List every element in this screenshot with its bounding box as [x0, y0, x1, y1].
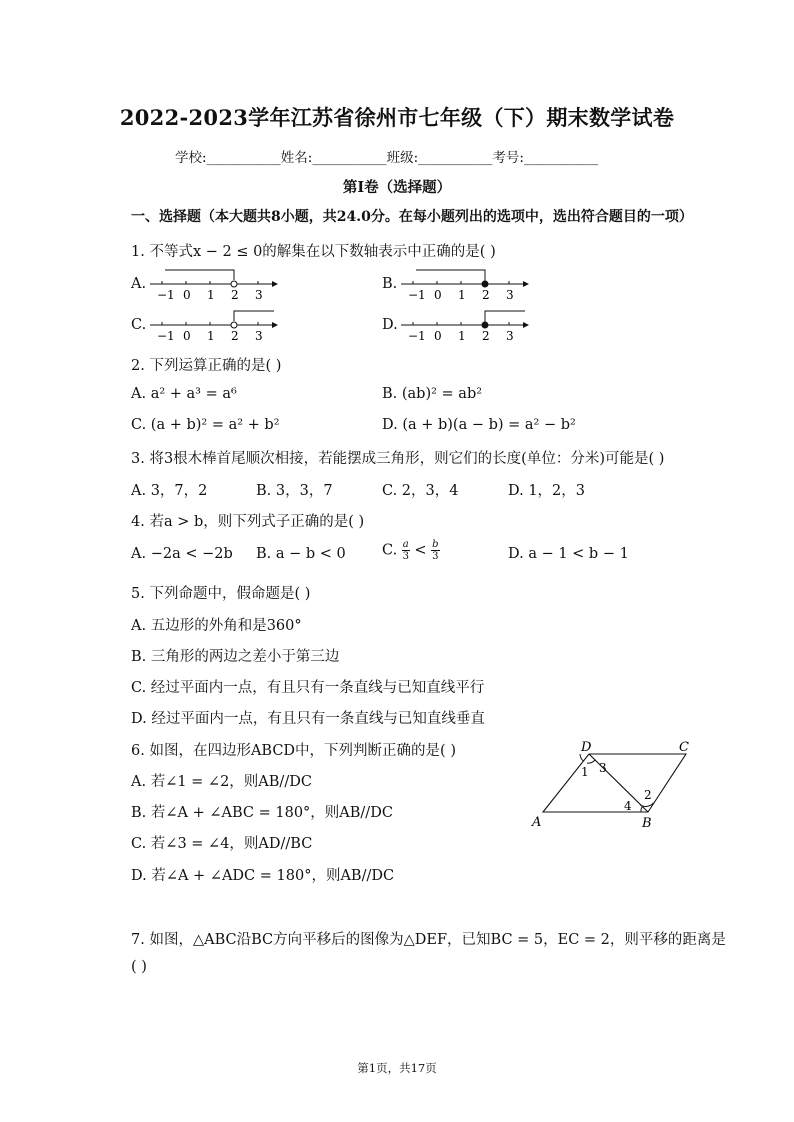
tick-label: 0	[183, 329, 191, 343]
q3-option-d: D. 1，2，3	[508, 483, 586, 499]
q1-option-c-numberline	[148, 307, 278, 343]
less-than-sign: <	[414, 542, 427, 559]
section-title: 第Ⅰ卷（选择题）	[342, 179, 452, 196]
part-heading: 一、选择题（本大题共8小题，共24.0分。在每小题列出的选项中，选出符合题目的一项）	[131, 209, 693, 225]
q1-option-d-label: D.	[382, 317, 398, 333]
q5-option-d: D. 经过平面内一点，有且只有一条直线与已知直线垂直	[131, 711, 485, 727]
q1-option-b-label: B.	[382, 276, 398, 292]
tick-label: 3	[506, 329, 514, 343]
vertex-c-label: C	[679, 740, 689, 755]
tick-label: 1	[207, 288, 215, 302]
tick-label: 3	[255, 288, 263, 302]
q1-option-b-numberline	[399, 266, 529, 302]
q6-stem: 6. 如图，在四边形ABCD中，下列判断正确的是( )	[131, 743, 456, 759]
q4-option-c-label: C.	[382, 542, 398, 559]
q5-stem: 5. 下列命题中，假命题是( )	[131, 586, 311, 602]
page-footer: 第1页，共17页	[357, 1061, 437, 1075]
q3-option-c: C. 2，3，4	[382, 483, 459, 499]
q6-option-a: A. 若∠1 = ∠2，则AB//DC	[131, 774, 312, 790]
tick-label: 3	[255, 329, 263, 343]
tick-label: 3	[506, 288, 514, 302]
q1-option-a-numberline	[148, 266, 278, 302]
tick-label: 0	[434, 288, 442, 302]
q4-option-a: A. −2a < −2b	[131, 546, 233, 562]
angle-2-label: 2	[644, 788, 652, 802]
fraction-a-over-3: $\frac{a}{3}$	[402, 539, 409, 562]
q2-option-d: D. (a + b)(a − b) = a² − b²	[382, 417, 576, 433]
tick-label: 0	[434, 329, 442, 343]
fraction-b-over-3: $\frac{b}{3}$	[432, 539, 439, 562]
student-info-line: 学校:___________姓名:___________班级:___________考号:___________	[175, 150, 599, 166]
angle-1-label: 1	[581, 765, 589, 779]
q6-quadrilateral-figure	[530, 736, 705, 830]
tick-label: 1	[458, 329, 466, 343]
tick-label: −1	[157, 329, 175, 343]
tick-label: −1	[157, 288, 175, 302]
q5-option-b: B. 三角形的两边之差小于第三边	[131, 649, 340, 665]
q2-option-a: A. a² + a³ = a⁶	[131, 386, 237, 402]
vertex-b-label: B	[642, 816, 652, 830]
q6-option-b: B. 若∠A + ∠ABC = 180°，则AB//DC	[131, 805, 393, 821]
angle-3-label: 3	[599, 761, 607, 775]
q7-stem-end: ( )	[131, 959, 147, 975]
tick-label: 2	[482, 288, 490, 302]
q4-option-c	[382, 539, 440, 562]
vertex-d-label: D	[581, 740, 592, 755]
q2-option-b: B. (ab)² = ab²	[382, 386, 483, 402]
q4-option-d: D. a − 1 < b − 1	[508, 546, 629, 562]
q3-option-a: A. 3，7，2	[131, 483, 208, 499]
q1-option-d-numberline	[399, 307, 529, 343]
q3-option-b: B. 3，3，7	[256, 483, 333, 499]
tick-label: 0	[183, 288, 191, 302]
q2-stem: 2. 下列运算正确的是( )	[131, 358, 282, 374]
q2-option-c: C. (a + b)² = a² + b²	[131, 417, 280, 433]
tick-label: 1	[458, 288, 466, 302]
exam-title: 2022-2023学年江苏省徐州市七年级（下）期末数学试卷	[119, 105, 675, 130]
tick-label: 2	[231, 329, 239, 343]
q3-stem: 3. 将3根木棒首尾顺次相接，若能摆成三角形，则它们的长度(单位：分米)可能是( )	[131, 451, 665, 467]
q1-option-c-label: C.	[131, 317, 147, 333]
q1-option-a-label: A.	[131, 276, 147, 292]
q6-option-d: D. 若∠A + ∠ADC = 180°，则AB//DC	[131, 868, 395, 884]
angle-4-label: 4	[624, 799, 632, 813]
q4-stem: 4. 若a > b，则下列式子正确的是( )	[131, 514, 365, 530]
vertex-a-label: A	[532, 815, 542, 830]
q7-stem: 7. 如图，△ABC沿BC方向平移后的图像为△DEF，已知BC = 5，EC = 2，则平移的距离是	[131, 932, 726, 948]
q1-stem: 1. 不等式x − 2 ≤ 0的解集在以下数轴表示中正确的是( )	[131, 244, 496, 260]
q4-option-b: B. a − b < 0	[256, 546, 346, 562]
tick-label: 2	[231, 288, 239, 302]
tick-label: 2	[482, 329, 490, 343]
tick-label: −1	[408, 329, 426, 343]
q5-option-a: A. 五边形的外角和是360°	[131, 618, 302, 634]
tick-label: −1	[408, 288, 426, 302]
q5-option-c: C. 经过平面内一点，有且只有一条直线与已知直线平行	[131, 680, 485, 696]
q6-option-c: C. 若∠3 = ∠4，则AD//BC	[131, 836, 313, 852]
tick-label: 1	[207, 329, 215, 343]
